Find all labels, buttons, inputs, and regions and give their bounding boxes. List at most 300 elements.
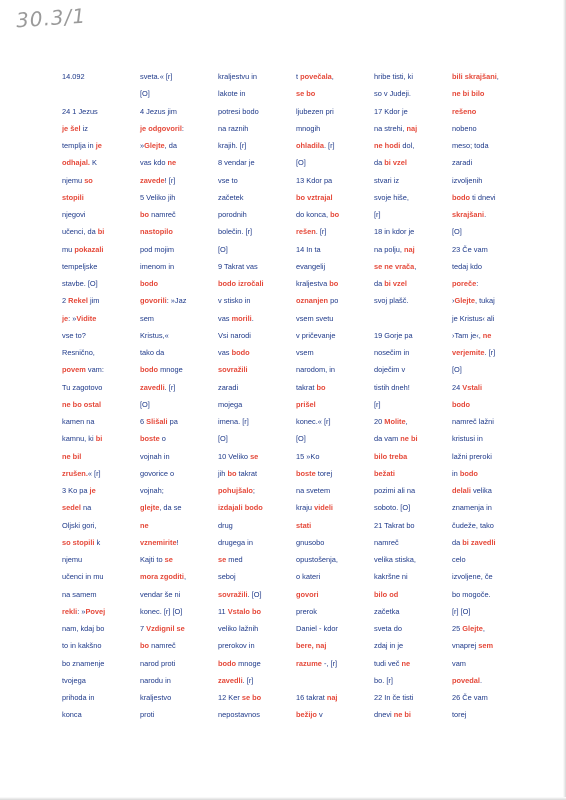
text-line: [140, 364, 183, 376]
text-line: [374, 537, 399, 549]
text-line: [452, 330, 491, 342]
word-segment: Kristus,«: [140, 330, 169, 340]
verb-highlight: ne: [482, 330, 492, 340]
text-line: [62, 347, 95, 359]
verb-highlight: vznemirite: [140, 537, 177, 547]
text-line: [452, 382, 482, 394]
text-line: [374, 485, 415, 497]
text-line: [218, 209, 247, 221]
text-line: [218, 71, 257, 83]
text-line: [218, 433, 228, 445]
verb-highlight: bilo od: [374, 589, 399, 599]
verb-highlight: govori: [296, 589, 319, 599]
text-line: [218, 692, 261, 704]
text-line: [452, 399, 470, 411]
word-segment: vas: [218, 348, 232, 357]
text-line: [296, 278, 338, 290]
verb-highlight: ne bo ostal: [62, 399, 102, 409]
verb-highlight: se ne vrača: [374, 261, 415, 271]
text-line: [452, 692, 488, 704]
word-segment: kraju: [296, 503, 315, 513]
text-line: [374, 71, 413, 83]
verb-highlight: boste: [140, 434, 160, 444]
word-segment: je Kristus‹ ali: [452, 313, 495, 323]
verb-highlight: oznanjen: [296, 296, 329, 306]
word-segment: ›Tam je‹,: [452, 330, 483, 340]
word-segment: ,: [496, 72, 499, 81]
verb-highlight: bežati: [374, 468, 395, 478]
word-segment: ,: [405, 417, 408, 426]
word-segment: Vsi narodi: [218, 330, 251, 340]
text-line: [140, 520, 149, 532]
text-line: [374, 157, 407, 169]
word-segment: na svetem: [296, 486, 331, 495]
text-line: [452, 537, 496, 549]
verb-highlight: je: [89, 486, 96, 495]
word-segment: velika stiska,: [374, 555, 416, 564]
word-segment: njemu: [62, 175, 85, 185]
text-line: [296, 520, 311, 532]
word-segment: čudeže, tako: [452, 520, 494, 530]
text-line: [218, 640, 255, 652]
text-line: [452, 520, 494, 532]
word-segment: namreč lažni: [452, 417, 494, 426]
text-line: [296, 364, 335, 376]
word-segment: imenom in: [140, 261, 175, 271]
text-line: [296, 537, 324, 549]
verb-highlight: bodo: [452, 192, 471, 202]
text-line: [62, 71, 85, 83]
word-segment: soboto. [O]: [374, 503, 411, 513]
text-line: [62, 433, 102, 445]
word-segment: [r]: [374, 210, 381, 219]
text-line: [452, 468, 478, 480]
word-segment: začetka: [374, 606, 400, 616]
verb-highlight: Glejte: [454, 296, 476, 306]
text-line: [452, 451, 492, 463]
verb-highlight: bo: [316, 382, 326, 392]
text-line: [218, 537, 253, 549]
text-line: [452, 485, 492, 497]
verb-highlight: ne: [401, 658, 411, 668]
text-line: [62, 106, 98, 118]
verb-highlight: bilo treba: [374, 451, 408, 461]
text-line: [452, 88, 484, 100]
text-line: [140, 175, 175, 187]
text-line: [452, 364, 462, 376]
text-line: [452, 123, 477, 135]
text-line: [374, 209, 381, 221]
word-segment: 13 Kdor pa: [296, 175, 333, 185]
text-line: [140, 347, 164, 359]
verb-highlight: ne: [167, 158, 177, 168]
word-segment: 14.092: [62, 72, 85, 81]
text-line: [296, 175, 332, 187]
word-segment: kraljestva: [296, 279, 330, 288]
text-line: [374, 347, 409, 359]
verb-highlight: poreče: [452, 279, 477, 288]
word-segment: ›: [452, 296, 455, 306]
text-line: [374, 433, 418, 445]
text-line: [140, 71, 172, 83]
verb-highlight: Molite: [384, 417, 406, 426]
word-segment: . [O]: [247, 589, 262, 599]
text-line: [452, 571, 493, 583]
verb-highlight: ne bi: [393, 710, 411, 720]
verb-highlight: Glejte: [462, 624, 483, 633]
word-segment: t: [296, 72, 301, 81]
word-segment: njemu: [62, 555, 83, 564]
word-segment: in: [452, 468, 460, 478]
text-line: [62, 623, 104, 635]
verb-highlight: bere, naj: [296, 641, 327, 651]
verb-highlight: se bo: [296, 89, 316, 99]
word-segment: imena. [r]: [218, 417, 249, 426]
word-segment: vse to: [218, 175, 238, 185]
text-line: [62, 451, 81, 463]
text-line: [452, 278, 478, 290]
word-segment: 20: [374, 417, 385, 426]
word-segment: kristusi in: [452, 434, 483, 444]
word-segment: pa: [167, 417, 178, 426]
word-segment: vsem: [296, 348, 314, 357]
verb-highlight: bodo: [459, 468, 478, 478]
word-segment: na: [80, 503, 92, 513]
text-line: [218, 675, 253, 687]
text-line: [374, 658, 410, 670]
word-segment: narodu in: [140, 675, 171, 685]
text-line: [140, 485, 164, 497]
text-line: [452, 209, 486, 221]
verb-highlight: mora zgoditi: [140, 572, 184, 582]
text-line: [452, 658, 466, 670]
text-line: [62, 640, 101, 652]
word-segment: opustošenja,: [296, 555, 338, 564]
word-segment: pozimi ali na: [374, 486, 416, 495]
word-segment: vas: [218, 313, 232, 323]
text-line: [296, 244, 321, 256]
text-line: [218, 623, 258, 635]
word-segment: bo. [r]: [374, 675, 393, 685]
text-line: [140, 571, 186, 583]
text-line: [140, 244, 174, 256]
text-line: [62, 502, 91, 514]
word-segment: celo: [452, 555, 466, 564]
text-line: [218, 313, 254, 325]
verb-highlight: rekli: [62, 606, 78, 616]
word-segment: mnoge: [158, 365, 183, 375]
word-segment: [O]: [452, 365, 462, 375]
word-segment: izvoljenih: [452, 175, 483, 185]
word-segment: 5 Veliko jih: [140, 192, 176, 202]
word-segment: mojega: [218, 399, 243, 409]
verb-highlight: bo: [329, 279, 339, 288]
word-segment: [O]: [218, 244, 228, 254]
word-segment: ti dnevi: [470, 192, 496, 202]
text-line: [140, 692, 171, 704]
text-line: [296, 192, 333, 204]
text-line: [62, 364, 104, 376]
word-segment: 19 Gorje pa: [374, 330, 413, 340]
verb-highlight: ne hodi: [374, 141, 401, 150]
word-segment: potresi bodo: [218, 106, 259, 116]
word-segment: govorice o: [140, 468, 175, 478]
word-segment: 4 Jezus jim: [140, 106, 177, 116]
text-line: [140, 261, 174, 273]
word-segment: prihoda in: [62, 693, 95, 702]
verb-highlight: ohladila: [296, 141, 324, 150]
word-segment: stavbe. [O]: [62, 279, 98, 288]
word-segment: nosečim in: [374, 348, 410, 357]
text-line: [140, 192, 175, 204]
text-line: [374, 571, 408, 583]
verb-highlight: govorili: [140, 296, 167, 306]
word-segment: : »: [77, 606, 86, 616]
word-segment: učenci, da: [62, 227, 98, 237]
verb-highlight: bežijo: [296, 710, 317, 720]
text-line: [374, 416, 408, 428]
text-line: [452, 623, 485, 635]
text-line: [296, 692, 338, 704]
text-line: [62, 589, 97, 601]
verb-highlight: bodo: [218, 658, 237, 668]
word-segment: bolečin. [r]: [218, 227, 253, 237]
verb-highlight: verjemite: [452, 348, 485, 357]
word-segment: zaradi: [452, 158, 473, 168]
word-segment: evangelij: [296, 261, 326, 271]
verb-highlight: se: [250, 451, 259, 461]
text-line: [218, 244, 228, 256]
text-line: [374, 382, 410, 394]
word-segment: seboj: [218, 572, 236, 582]
verb-highlight: razume: [296, 658, 322, 668]
word-segment: zaradi: [218, 382, 239, 392]
text-line: [140, 433, 166, 445]
text-line: [62, 416, 94, 428]
word-segment: .: [479, 675, 482, 685]
verb-highlight: odhajal.: [62, 158, 90, 168]
word-segment: ,: [183, 572, 186, 582]
word-segment: 18 in kdor je: [374, 227, 415, 237]
word-segment: do konca,: [296, 210, 331, 219]
word-segment: : »Jaz: [166, 296, 187, 306]
word-segment: tistih dneh!: [374, 382, 410, 392]
text-line: [62, 123, 88, 135]
verb-highlight: naj: [326, 693, 338, 702]
text-line: [296, 295, 338, 307]
verb-highlight: Slišali: [146, 417, 168, 426]
text-line: [62, 485, 96, 497]
word-segment: na polju,: [374, 244, 404, 254]
word-segment: vendar še ni: [140, 589, 181, 599]
text-line: [374, 175, 399, 187]
text-line: [296, 71, 334, 83]
word-segment: !: [176, 537, 179, 547]
text-line: [62, 571, 104, 583]
text-line: [374, 554, 416, 566]
verb-highlight: se: [164, 555, 173, 564]
text-line: [218, 347, 250, 359]
word-segment: :: [181, 123, 184, 133]
word-segment: to in kakšno: [62, 641, 102, 651]
verb-highlight: izdajali bodo: [218, 503, 263, 513]
text-line: [62, 399, 101, 411]
word-segment: jim: [87, 296, 100, 306]
verb-highlight: rešeno: [452, 106, 477, 116]
word-segment: [O]: [452, 227, 462, 237]
text-line: [452, 347, 495, 359]
word-segment: 21 Takrat bo: [374, 520, 415, 530]
text-line: [218, 658, 261, 670]
text-line: [62, 226, 104, 238]
word-segment: začetek: [218, 192, 244, 202]
text-line: [374, 520, 415, 532]
word-segment: Kajti to: [140, 555, 165, 564]
text-line: [218, 520, 233, 532]
word-segment: vojnah in: [140, 451, 170, 461]
text-line: [218, 123, 248, 135]
text-line: [140, 295, 186, 307]
text-line: [62, 313, 96, 325]
text-line: [140, 675, 171, 687]
word-segment: . [r]: [242, 675, 254, 685]
text-line: [296, 399, 316, 411]
word-segment: na raznih: [218, 123, 249, 133]
text-line: [218, 330, 251, 342]
text-line: [218, 382, 238, 394]
text-line: [62, 261, 97, 273]
word-segment: ;: [252, 486, 255, 495]
text-line: [140, 123, 184, 135]
text-line: [374, 451, 407, 463]
text-line: [218, 451, 258, 463]
verb-highlight: se bo: [241, 693, 262, 702]
text-line: [218, 589, 262, 601]
verb-highlight: sedel: [62, 503, 81, 513]
verb-highlight: Povej: [85, 606, 106, 616]
word-segment: »: [140, 141, 145, 150]
text-line: [374, 692, 413, 704]
text-line: [62, 209, 85, 221]
text-line: [452, 502, 492, 514]
verb-highlight: bodo: [140, 279, 159, 288]
text-line: [62, 675, 86, 687]
verb-highlight: bi: [95, 434, 103, 444]
text-line: [452, 675, 482, 687]
verb-highlight: bo: [140, 210, 150, 219]
word-segment: da vam: [374, 434, 401, 444]
text-line: [218, 399, 242, 411]
word-segment: 23 Če vam: [452, 244, 488, 254]
word-segment: proti: [140, 710, 155, 720]
text-line: [374, 502, 410, 514]
word-segment: [O]: [218, 434, 228, 444]
text-line: [218, 261, 258, 273]
word-segment: drug: [218, 520, 233, 530]
word-segment: torej: [452, 710, 467, 720]
verb-highlight: so stopili: [62, 537, 95, 547]
text-line: [140, 468, 174, 480]
verb-highlight: sem: [478, 641, 494, 651]
word-segment: , da: [164, 141, 177, 150]
text-line: [62, 606, 105, 618]
text-line: [218, 709, 260, 721]
verb-highlight: delali: [452, 486, 471, 495]
text-line: [218, 606, 261, 618]
word-segment: dol,: [400, 141, 415, 150]
word-segment: 8 vendar je: [218, 158, 255, 168]
word-segment: takrat: [236, 468, 258, 478]
verb-highlight: ne bi: [400, 434, 418, 444]
verb-highlight: Rekel: [68, 296, 88, 306]
verb-highlight: bi vzel: [384, 279, 407, 288]
word-segment: tudi več: [374, 658, 402, 668]
verb-highlight: bodo: [231, 348, 250, 357]
text-line: [218, 468, 257, 480]
word-segment: sem: [140, 313, 154, 323]
text-line: [452, 226, 462, 238]
verb-highlight: zavedli: [140, 382, 165, 392]
text-line: [296, 88, 315, 100]
text-line: [452, 71, 499, 83]
word-segment: konec. [r] [O]: [140, 606, 183, 616]
text-line: [296, 606, 317, 618]
word-segment: vse to?: [62, 330, 86, 340]
text-line: [218, 295, 250, 307]
text-line: [218, 554, 243, 566]
word-segment: na strehi,: [374, 123, 407, 133]
text-line: [140, 623, 185, 635]
word-segment: sveta.« [r]: [140, 72, 173, 81]
word-segment: 3 Ko pa: [62, 486, 90, 495]
word-segment: hribe tisti, ki: [374, 72, 414, 81]
text-line: [452, 106, 476, 118]
text-line: [296, 571, 320, 583]
text-line: [374, 709, 411, 721]
bible-text-grid: [62, 71, 502, 721]
text-line: [374, 640, 403, 652]
text-line: [374, 468, 395, 480]
word-segment: « [r]: [87, 468, 101, 478]
text-line: [296, 347, 314, 359]
text-line: [374, 330, 413, 342]
word-segment: narod proti: [140, 658, 176, 668]
text-line: [296, 106, 334, 118]
text-line: [452, 295, 495, 307]
word-segment: velika: [470, 486, 492, 495]
text-line: [374, 226, 414, 238]
text-line: [296, 123, 320, 135]
word-segment: tvojega: [62, 675, 86, 685]
text-line: [140, 658, 175, 670]
word-segment: 11: [218, 606, 228, 616]
word-segment: znamenja in: [452, 503, 492, 513]
text-line: [296, 451, 319, 463]
word-segment: jih: [218, 468, 228, 478]
word-segment: ,: [331, 72, 334, 81]
verb-highlight: pohujšalo: [218, 486, 253, 495]
text-line: [452, 244, 488, 256]
text-line: [374, 278, 407, 290]
word-segment: 2: [62, 296, 69, 306]
verb-highlight: Glejte: [144, 141, 165, 150]
word-segment: narodom, in: [296, 365, 336, 375]
verb-highlight: bodo izročali: [218, 279, 264, 288]
word-segment: da: [374, 158, 385, 168]
text-line: [218, 416, 249, 428]
word-segment: da: [374, 279, 385, 288]
word-segment: [O]: [140, 399, 150, 409]
